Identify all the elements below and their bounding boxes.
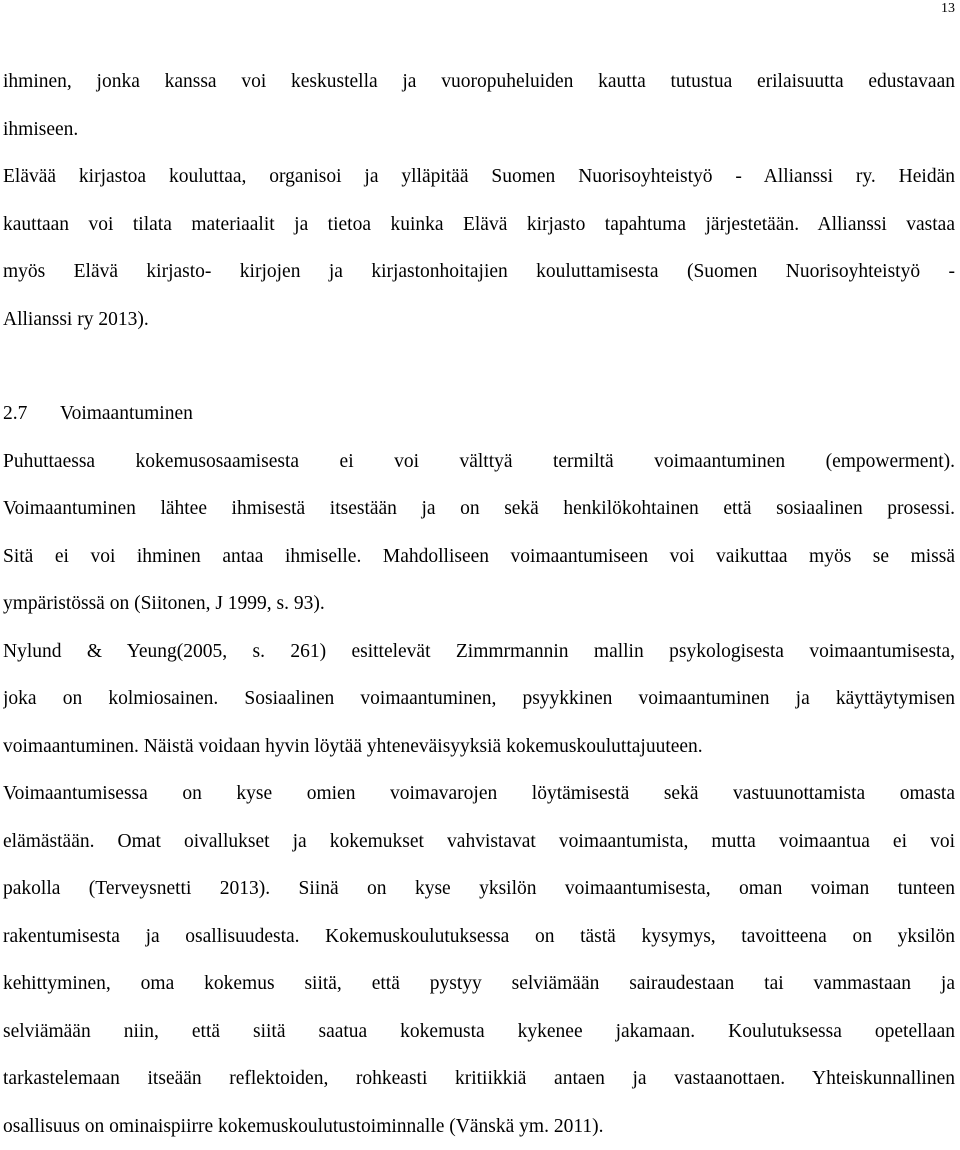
paragraph-5 — [3, 770, 955, 1150]
text-line: voimaantuminen. Näistä voidaan hyvin löytää yhteneväisyyksiä kokemuskouluttajuuteen. — [3, 723, 955, 771]
paragraph-3 — [3, 438, 955, 628]
document-body — [3, 58, 955, 1150]
text-line: myös Elävä kirjasto- kirjojen ja kirjastonhoitajien kouluttamisesta (Suomen Nuorisoyhteistyö - — [3, 248, 955, 296]
section-spacer — [3, 343, 955, 390]
text-line: joka on kolmiosainen. Sosiaalinen voimaantuminen, psyykkinen voimaantuminen ja käyttäytymisen — [3, 675, 955, 723]
text-line: selviämään niin, että siitä saatua kokemusta kykenee jakamaan. Koulutuksessa opetellaan — [3, 1008, 955, 1056]
text-line: ihminen, jonka kanssa voi keskustella ja vuoropuheluiden kautta tutustua erilaisuutta edustavaan — [3, 58, 955, 106]
text-line: Voimaantuminen lähtee ihmisestä itsestään ja on sekä henkilökohtainen että sosiaalinen prosessi. — [3, 485, 955, 533]
text-line: Puhuttaessa kokemusosaamisesta ei voi välttyä termiltä voimaantuminen (empowerment). — [3, 438, 955, 486]
text-line: pakolla (Terveysnetti 2013). Siinä on kyse yksilön voimaantumisesta, oman voiman tunteen — [3, 865, 955, 913]
text-line: Allianssi ry 2013). — [3, 296, 955, 344]
section-title: Voimaantuminen — [60, 403, 193, 424]
section-number: 2.7 — [3, 390, 60, 438]
text-line: elämästään. Omat oivallukset ja kokemukset vahvistavat voimaantumista, mutta voimaantua ei voi — [3, 818, 955, 866]
section-heading — [3, 390, 955, 438]
page-number: 13 — [941, 0, 955, 18]
text-line: kehittyminen, oma kokemus siitä, että pystyy selviämään sairaudestaan tai vammastaan ja — [3, 960, 955, 1008]
text-line: tarkastelemaan itseään reflektoiden, rohkeasti kritiikkiä antaen ja vastaanottaen. Yhteiskunnallinen — [3, 1055, 955, 1103]
paragraph-4 — [3, 628, 955, 771]
text-line: rakentumisesta ja osallisuudesta. Kokemuskoulutuksessa on tästä kysymys, tavoitteena on yksilön — [3, 913, 955, 961]
text-line: osallisuus on ominaispiirre kokemuskoulutustoiminnalle (Vänskä ym. 2011). — [3, 1103, 955, 1150]
text-line: Elävää kirjastoa kouluttaa, organisoi ja ylläpitää Suomen Nuorisoyhteistyö - Allianssi ry. Heidän — [3, 153, 955, 201]
text-line: ihmiseen. — [3, 106, 955, 154]
paragraph-2 — [3, 153, 955, 343]
text-line: Voimaantumisessa on kyse omien voimavarojen löytämisestä sekä vastuunottamista omasta — [3, 770, 955, 818]
text-line: kauttaan voi tilata materiaalit ja tietoa kuinka Elävä kirjasto tapahtuma järjestetään. Allianssi vastaa — [3, 201, 955, 249]
text-line: Nylund & Yeung(2005, s. 261) esittelevät Zimmrmannin mallin psykologisesta voimaantumisesta, — [3, 628, 955, 676]
text-line: ympäristössä on (Siitonen, J 1999, s. 93). — [3, 580, 955, 628]
paragraph-1 — [3, 58, 955, 153]
text-line: Sitä ei voi ihminen antaa ihmiselle. Mahdolliseen voimaantumiseen voi vaikuttaa myös se missä — [3, 533, 955, 581]
